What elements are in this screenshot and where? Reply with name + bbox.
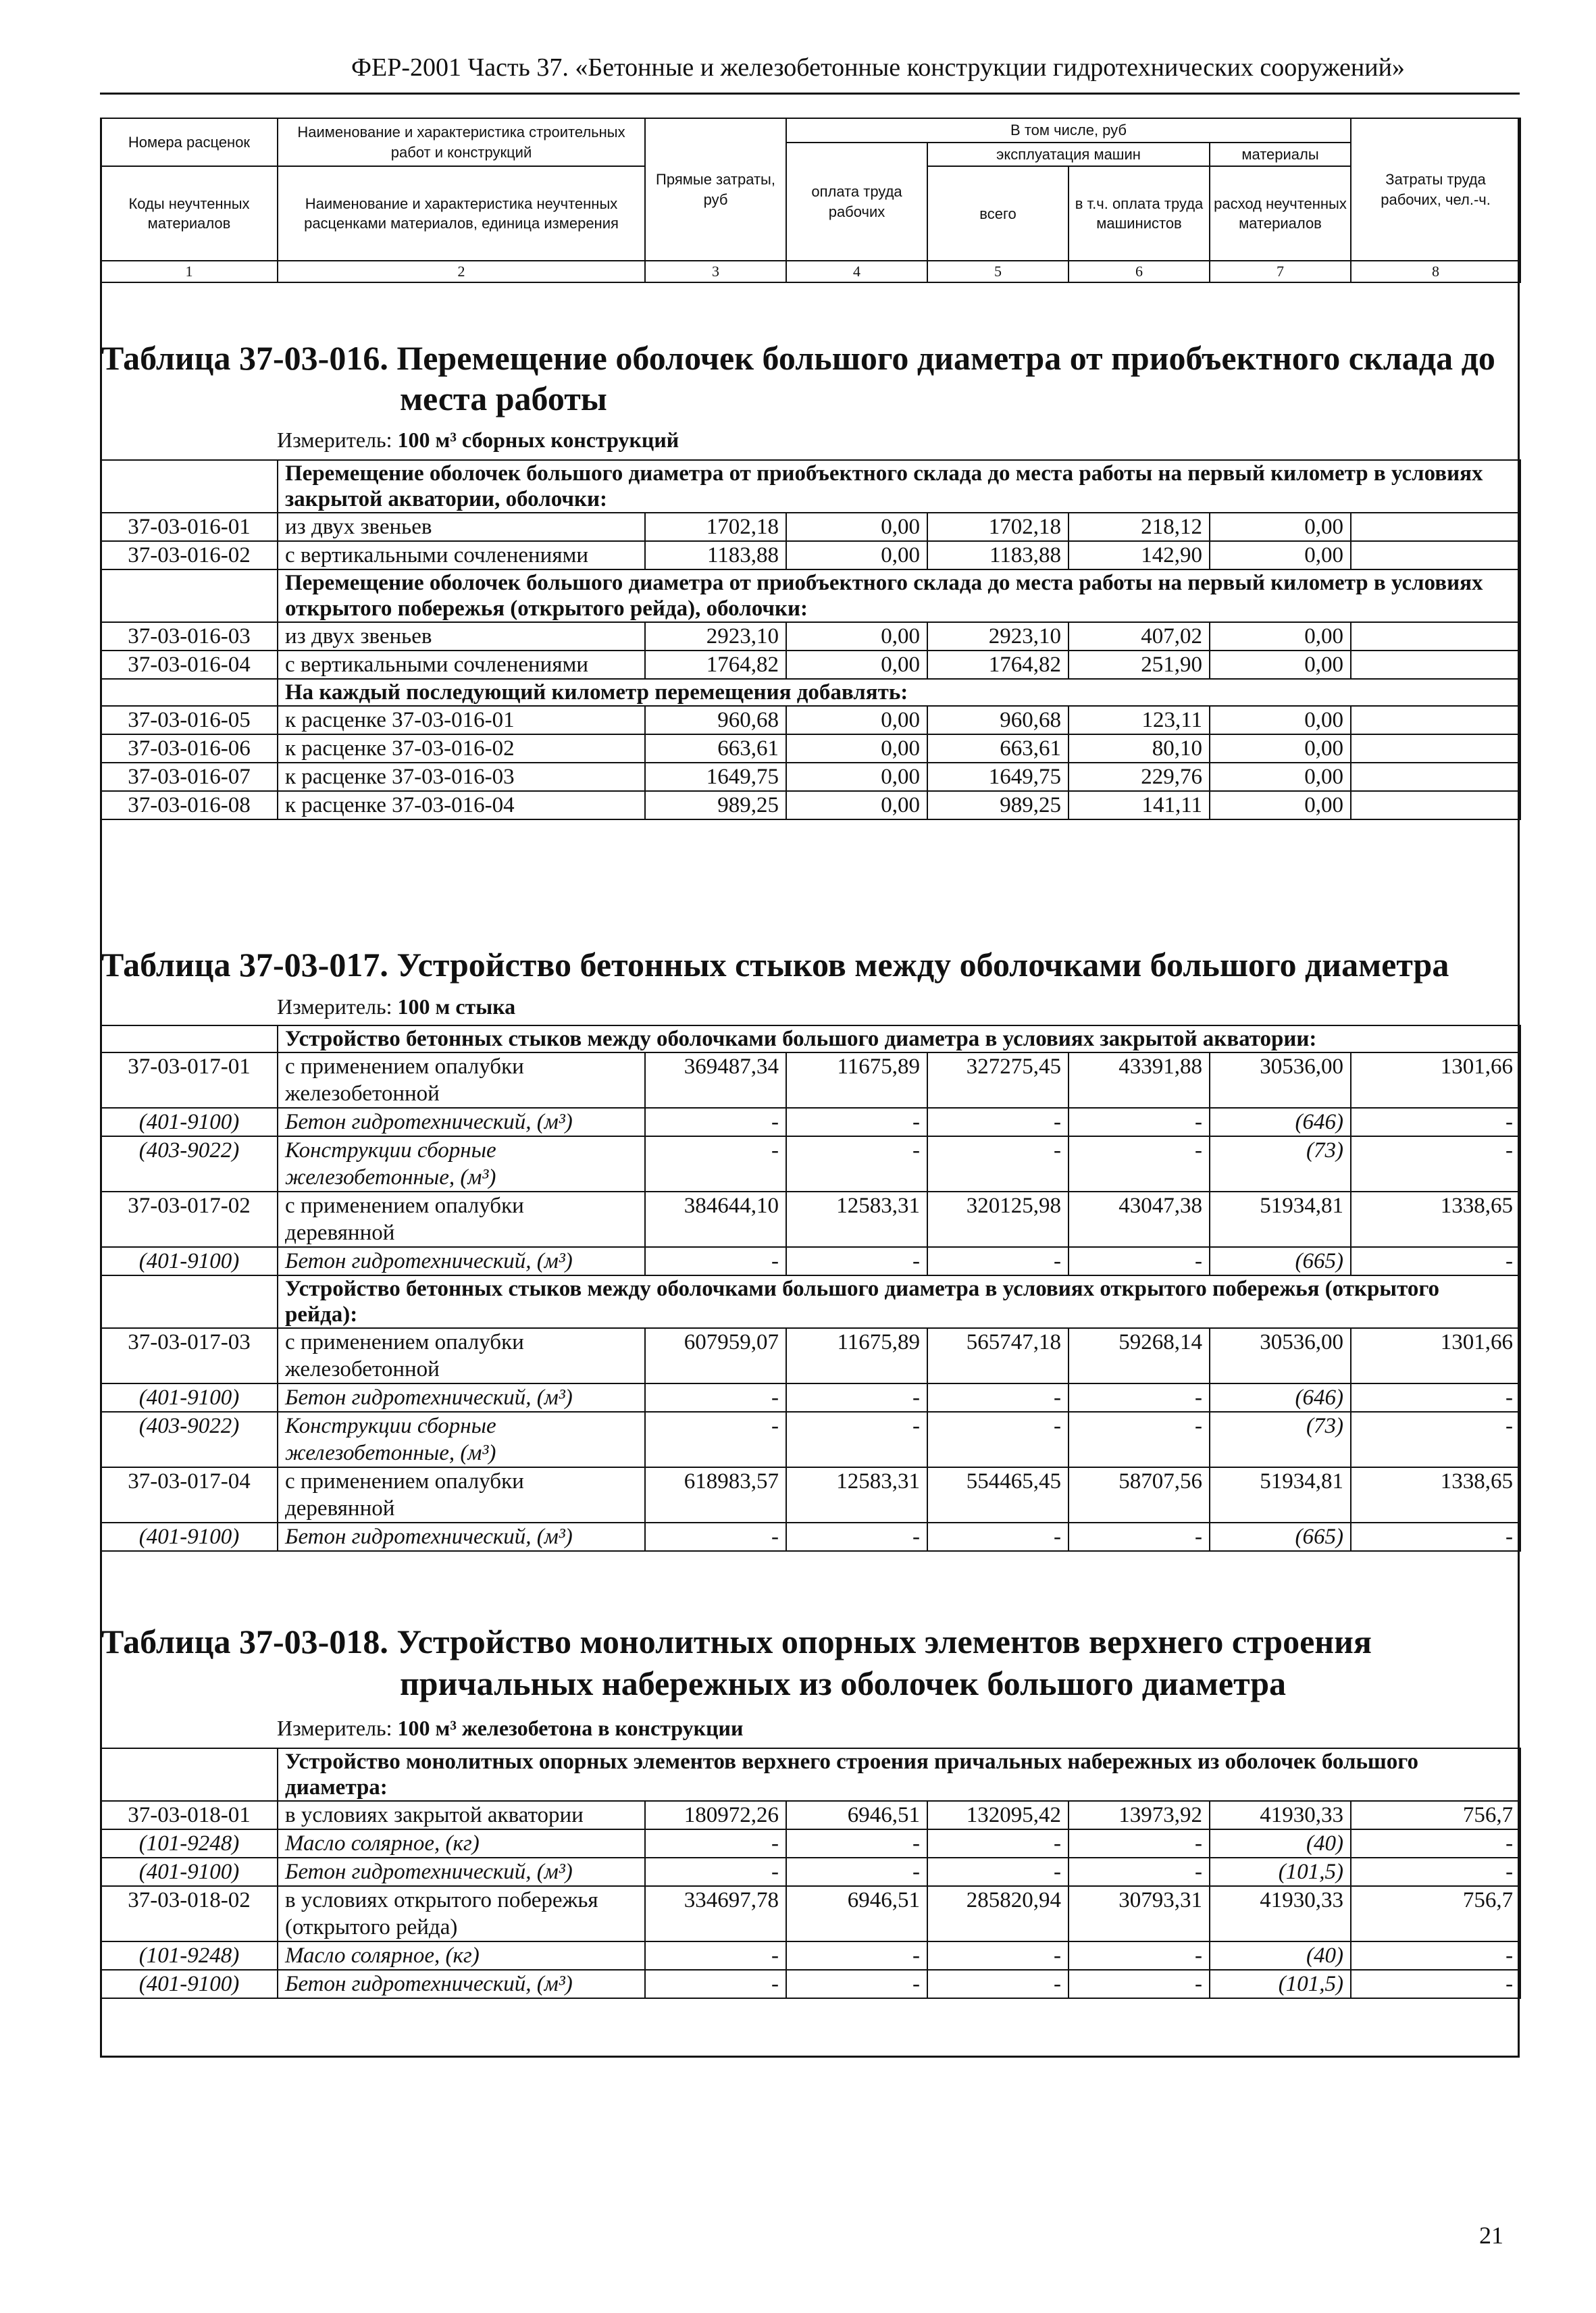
col-num: 3 — [645, 261, 786, 282]
group-heading: Устройство бетонных стыков между оболочками большого диаметра в условиях открытого побережья (открытого рейда): — [278, 1275, 1520, 1328]
machinists-wages: 13973,92 — [1069, 1801, 1210, 1829]
machinists-wages: 407,02 — [1069, 622, 1210, 651]
empty-value: - — [645, 1941, 786, 1970]
empty-value: - — [927, 1858, 1069, 1886]
material-name: Бетон гидротехнический, (м³) — [278, 1247, 645, 1275]
empty-value: - — [1069, 1412, 1210, 1467]
materials: 51934,81 — [1210, 1192, 1351, 1247]
rate-code: 37-03-018-01 — [101, 1801, 278, 1829]
labor-costs — [1351, 622, 1520, 651]
resource-row — [101, 1829, 1520, 1858]
direct-costs: 369487,34 — [645, 1052, 786, 1108]
material-name: Бетон гидротехнический, (м³) — [278, 1383, 645, 1412]
labor-costs — [1351, 541, 1520, 569]
table-row — [101, 513, 1520, 541]
empty-value: - — [786, 1970, 927, 1998]
materials: 0,00 — [1210, 622, 1351, 651]
group-row — [101, 1025, 1520, 1052]
machines-total: 565747,18 — [927, 1328, 1069, 1383]
group-heading: Устройство бетонных стыков между оболочками большого диаметра в условиях закрытой акватории: — [278, 1025, 1520, 1052]
machinists-wages: 229,76 — [1069, 763, 1210, 791]
empty-value: - — [1069, 1247, 1210, 1275]
resource-row — [101, 1136, 1520, 1192]
col-num: 6 — [1069, 261, 1210, 282]
direct-costs: 989,25 — [645, 791, 786, 819]
rate-code: 37-03-016-03 — [101, 622, 278, 651]
rate-name: в условиях закрытой акватории — [278, 1801, 645, 1829]
rate-code: 37-03-018-02 — [101, 1886, 278, 1941]
col-num: 8 — [1351, 261, 1520, 282]
rate-code: 37-03-016-01 — [101, 513, 278, 541]
wages: 0,00 — [786, 651, 927, 679]
col-header-unaccounted: расход неучтенных материалов — [1210, 166, 1351, 261]
group-row — [101, 679, 1520, 706]
labor-costs — [1351, 763, 1520, 791]
empty-value: - — [645, 1247, 786, 1275]
empty-value: - — [1069, 1829, 1210, 1858]
materials: 51934,81 — [1210, 1467, 1351, 1523]
machines-total: 1649,75 — [927, 763, 1069, 791]
group-spacer — [101, 679, 278, 706]
rate-code: 37-03-017-02 — [101, 1192, 278, 1247]
col-header-machines-total: всего — [927, 166, 1069, 261]
material-name: Конструкции сборные железобетонные, (м³) — [278, 1136, 645, 1192]
rate-name: с применением опалубки железобетонной — [278, 1052, 645, 1108]
wages: 6946,51 — [786, 1801, 927, 1829]
group-spacer — [101, 460, 278, 513]
table-row — [101, 1801, 1520, 1829]
group-heading: Перемещение оболочек большого диаметра от приобъектного склада до места работы на первый километр в условиях закрытой акватории, оболочки: — [278, 460, 1520, 513]
empty-value: - — [786, 1941, 927, 1970]
machines-total: 327275,45 — [927, 1052, 1069, 1108]
page-number: 21 — [1479, 2222, 1503, 2249]
resource-row — [101, 1858, 1520, 1886]
machines-total: 320125,98 — [927, 1192, 1069, 1247]
empty-value: - — [786, 1247, 927, 1275]
empty-value: - — [645, 1829, 786, 1858]
col-header-materials: материалы — [1210, 143, 1351, 167]
empty-value: - — [645, 1383, 786, 1412]
wages: 0,00 — [786, 763, 927, 791]
machinists-wages: 218,12 — [1069, 513, 1210, 541]
resource-row — [101, 1108, 1520, 1136]
empty-value: - — [1069, 1970, 1210, 1998]
machines-total: 663,61 — [927, 734, 1069, 763]
empty-value: - — [1351, 1383, 1520, 1412]
material-code: (401-9100) — [101, 1108, 278, 1136]
group-row — [101, 1748, 1520, 1801]
direct-costs: 607959,07 — [645, 1328, 786, 1383]
empty-value: - — [1351, 1941, 1520, 1970]
machinists-wages: 251,90 — [1069, 651, 1210, 679]
group-row — [101, 460, 1520, 513]
materials: 0,00 — [1210, 734, 1351, 763]
col-num: 4 — [786, 261, 927, 282]
group-row — [101, 1275, 1520, 1328]
material-quantity: (665) — [1210, 1523, 1351, 1551]
rate-code: 37-03-016-02 — [101, 541, 278, 569]
rate-name: к расценке 37-03-016-04 — [278, 791, 645, 819]
machinists-wages: 58707,56 — [1069, 1467, 1210, 1523]
direct-costs: 180972,26 — [645, 1801, 786, 1829]
empty-value: - — [1351, 1136, 1520, 1192]
machines-total: 989,25 — [927, 791, 1069, 819]
machines-total: 1183,88 — [927, 541, 1069, 569]
wages: 0,00 — [786, 513, 927, 541]
group-heading: Устройство монолитных опорных элементов верхнего строения причальных набережных из оболочек большого диаметра: — [278, 1748, 1520, 1801]
empty-value: - — [1351, 1829, 1520, 1858]
table-017-meter: Измеритель: 100 м стыка — [277, 994, 516, 1019]
empty-value: - — [1351, 1247, 1520, 1275]
materials: 0,00 — [1210, 541, 1351, 569]
direct-costs: 663,61 — [645, 734, 786, 763]
wages: 11675,89 — [786, 1328, 927, 1383]
empty-value: - — [645, 1858, 786, 1886]
materials: 30536,00 — [1210, 1328, 1351, 1383]
col-num: 7 — [1210, 261, 1351, 282]
col-header-direct-costs: Прямые затраты, руб — [645, 118, 786, 261]
group-spacer — [101, 1748, 278, 1801]
table-row — [101, 791, 1520, 819]
materials: 41930,33 — [1210, 1801, 1351, 1829]
material-name: Бетон гидротехнический, (м³) — [278, 1858, 645, 1886]
rate-name: с применением опалубки железобетонной — [278, 1328, 645, 1383]
col-header-machines: эксплуатация машин — [927, 143, 1210, 167]
materials: 30536,00 — [1210, 1052, 1351, 1108]
rate-name: с вертикальными сочленениями — [278, 651, 645, 679]
empty-value: - — [786, 1136, 927, 1192]
table-row — [101, 541, 1520, 569]
col-num: 2 — [278, 261, 645, 282]
wages: 12583,31 — [786, 1192, 927, 1247]
material-quantity: (40) — [1210, 1941, 1351, 1970]
empty-value: - — [645, 1136, 786, 1192]
empty-value: - — [786, 1829, 927, 1858]
material-quantity: (73) — [1210, 1412, 1351, 1467]
material-quantity: (40) — [1210, 1829, 1351, 1858]
direct-costs: 334697,78 — [645, 1886, 786, 1941]
rate-name: с применением опалубки деревянной — [278, 1467, 645, 1523]
materials: 0,00 — [1210, 791, 1351, 819]
rate-code: 37-03-017-04 — [101, 1467, 278, 1523]
empty-value: - — [1351, 1970, 1520, 1998]
table-017-title: Таблица 37-03-017. Устройство бетонных стыков между оболочками большого диаметра — [101, 946, 1449, 984]
material-code: (401-9100) — [101, 1247, 278, 1275]
table-018-title-cont: причальных набережных из оболочек большого диаметра — [400, 1664, 1287, 1702]
labor-costs: 1301,66 — [1351, 1328, 1520, 1383]
col-num: 5 — [927, 261, 1069, 282]
t016-grid — [100, 459, 1521, 820]
empty-value: - — [645, 1108, 786, 1136]
empty-value: - — [1069, 1108, 1210, 1136]
table-016-title-cont: места работы — [400, 380, 607, 417]
machinists-wages: 43391,88 — [1069, 1052, 1210, 1108]
empty-value: - — [927, 1247, 1069, 1275]
empty-value: - — [1351, 1412, 1520, 1467]
material-quantity: (73) — [1210, 1136, 1351, 1192]
col-header-codes-top: Номера расценок — [101, 118, 278, 166]
machines-total: 132095,42 — [927, 1801, 1069, 1829]
labor-costs: 1338,65 — [1351, 1192, 1520, 1247]
empty-value: - — [786, 1383, 927, 1412]
table-016-title: Таблица 37-03-016. Перемещение оболочек большого диаметра от приобъектного склада до — [101, 339, 1495, 377]
t017-grid — [100, 1025, 1521, 1552]
material-quantity: (646) — [1210, 1108, 1351, 1136]
direct-costs: 384644,10 — [645, 1192, 786, 1247]
empty-value: - — [1069, 1858, 1210, 1886]
column-header-table — [100, 118, 1521, 283]
wages: 0,00 — [786, 706, 927, 734]
material-name: Бетон гидротехнический, (м³) — [278, 1108, 645, 1136]
machinists-wages: 30793,31 — [1069, 1886, 1210, 1941]
col-header-codes-bottom: Коды неучтенных материалов — [101, 166, 278, 261]
empty-value: - — [1351, 1858, 1520, 1886]
machinists-wages: 123,11 — [1069, 706, 1210, 734]
material-name: Масло солярное, (кг) — [278, 1941, 645, 1970]
col-num: 1 — [101, 261, 278, 282]
material-quantity: (101,5) — [1210, 1858, 1351, 1886]
rate-code: 37-03-016-06 — [101, 734, 278, 763]
empty-value: - — [927, 1136, 1069, 1192]
group-heading: На каждый последующий километр перемещения добавлять: — [278, 679, 1520, 706]
materials: 0,00 — [1210, 763, 1351, 791]
direct-costs: 618983,57 — [645, 1467, 786, 1523]
material-name: Бетон гидротехнический, (м³) — [278, 1523, 645, 1551]
table-row — [101, 651, 1520, 679]
empty-value: - — [1351, 1108, 1520, 1136]
table-row — [101, 1886, 1520, 1941]
rate-name: к расценке 37-03-016-01 — [278, 706, 645, 734]
empty-value: - — [1069, 1941, 1210, 1970]
machinists-wages: 80,10 — [1069, 734, 1210, 763]
labor-costs: 756,7 — [1351, 1801, 1520, 1829]
empty-value: - — [927, 1412, 1069, 1467]
labor-costs — [1351, 513, 1520, 541]
direct-costs: 2923,10 — [645, 622, 786, 651]
machines-total: 285820,94 — [927, 1886, 1069, 1941]
materials: 0,00 — [1210, 513, 1351, 541]
rate-code: 37-03-016-08 — [101, 791, 278, 819]
empty-value: - — [1351, 1523, 1520, 1551]
empty-value: - — [786, 1858, 927, 1886]
table-row — [101, 622, 1520, 651]
machinists-wages: 59268,14 — [1069, 1328, 1210, 1383]
direct-costs: 1764,82 — [645, 651, 786, 679]
col-header-names-top: Наименование и характеристика строительных работ и конструкций — [278, 118, 645, 166]
labor-costs: 1301,66 — [1351, 1052, 1520, 1108]
wages: 6946,51 — [786, 1886, 927, 1941]
machines-total: 2923,10 — [927, 622, 1069, 651]
material-quantity: (101,5) — [1210, 1970, 1351, 1998]
material-code: (403-9022) — [101, 1412, 278, 1467]
rate-name: в условиях открытого побережья (открытого рейда) — [278, 1886, 645, 1941]
wages: 0,00 — [786, 541, 927, 569]
empty-value: - — [927, 1523, 1069, 1551]
col-header-including: В том числе, руб — [786, 118, 1351, 143]
empty-value: - — [786, 1108, 927, 1136]
resource-row — [101, 1970, 1520, 1998]
table-018-meter: Измеритель: 100 м³ железобетона в конструкции — [277, 1716, 744, 1740]
wages: 12583,31 — [786, 1467, 927, 1523]
material-quantity: (646) — [1210, 1383, 1351, 1412]
material-name: Конструкции сборные железобетонные, (м³) — [278, 1412, 645, 1467]
material-code: (101-9248) — [101, 1941, 278, 1970]
empty-value: - — [927, 1383, 1069, 1412]
group-spacer — [101, 1275, 278, 1328]
labor-costs — [1351, 706, 1520, 734]
empty-value: - — [927, 1108, 1069, 1136]
empty-value: - — [645, 1970, 786, 1998]
machinists-wages: 43047,38 — [1069, 1192, 1210, 1247]
table-018-title: Таблица 37-03-018. Устройство монолитных опорных элементов верхнего строения — [101, 1623, 1372, 1660]
table-row — [101, 1192, 1520, 1247]
direct-costs: 1649,75 — [645, 763, 786, 791]
rate-code: 37-03-017-01 — [101, 1052, 278, 1108]
labor-costs — [1351, 791, 1520, 819]
rate-code: 37-03-016-07 — [101, 763, 278, 791]
direct-costs: 1183,88 — [645, 541, 786, 569]
resource-row — [101, 1247, 1520, 1275]
material-quantity: (665) — [1210, 1247, 1351, 1275]
wages: 11675,89 — [786, 1052, 927, 1108]
material-code: (401-9100) — [101, 1523, 278, 1551]
rate-name: из двух звеньев — [278, 622, 645, 651]
labor-costs — [1351, 734, 1520, 763]
machines-total: 554465,45 — [927, 1467, 1069, 1523]
rate-code: 37-03-017-03 — [101, 1328, 278, 1383]
empty-value: - — [786, 1412, 927, 1467]
rate-code: 37-03-016-05 — [101, 706, 278, 734]
table-row — [101, 763, 1520, 791]
rate-name: к расценке 37-03-016-02 — [278, 734, 645, 763]
wages: 0,00 — [786, 734, 927, 763]
machines-total: 960,68 — [927, 706, 1069, 734]
material-code: (401-9100) — [101, 1970, 278, 1998]
table-row — [101, 734, 1520, 763]
resource-row — [101, 1383, 1520, 1412]
rate-code: 37-03-016-04 — [101, 651, 278, 679]
group-spacer — [101, 1025, 278, 1052]
empty-value: - — [1069, 1523, 1210, 1551]
material-code: (403-9022) — [101, 1136, 278, 1192]
resource-row — [101, 1412, 1520, 1467]
table-row — [101, 706, 1520, 734]
group-row — [101, 569, 1520, 622]
table-row — [101, 1052, 1520, 1108]
t018-grid — [100, 1748, 1521, 1999]
materials: 0,00 — [1210, 651, 1351, 679]
rate-name: с применением опалубки деревянной — [278, 1192, 645, 1247]
col-header-names-bottom: Наименование и характеристика неучтенных расценками материалов, единица измерения — [278, 166, 645, 261]
table-row — [101, 1328, 1520, 1383]
material-code: (101-9248) — [101, 1829, 278, 1858]
resource-row — [101, 1523, 1520, 1551]
machines-total: 1764,82 — [927, 651, 1069, 679]
header-rule — [100, 93, 1520, 95]
rate-name: из двух звеньев — [278, 513, 645, 541]
wages: 0,00 — [786, 791, 927, 819]
material-code: (401-9100) — [101, 1383, 278, 1412]
empty-value: - — [1069, 1383, 1210, 1412]
empty-value: - — [645, 1523, 786, 1551]
empty-value: - — [786, 1523, 927, 1551]
materials: 41930,33 — [1210, 1886, 1351, 1941]
material-code: (401-9100) — [101, 1858, 278, 1886]
labor-costs: 756,7 — [1351, 1886, 1520, 1941]
empty-value: - — [927, 1829, 1069, 1858]
machinists-wages: 141,11 — [1069, 791, 1210, 819]
materials: 0,00 — [1210, 706, 1351, 734]
empty-value: - — [927, 1941, 1069, 1970]
labor-costs — [1351, 651, 1520, 679]
col-header-machinists: в т.ч. оплата труда машинистов — [1069, 166, 1210, 261]
direct-costs: 960,68 — [645, 706, 786, 734]
page-header: ФЕР-2001 Часть 37. «Бетонные и железобетонные конструкции гидротехнических сооружений» — [351, 53, 1405, 82]
resource-row — [101, 1941, 1520, 1970]
machinists-wages: 142,90 — [1069, 541, 1210, 569]
group-heading: Перемещение оболочек большого диаметра от приобъектного склада до места работы на первый километр в условиях открытого побережья (открытого рейда), оболочки: — [278, 569, 1520, 622]
material-name: Бетон гидротехнический, (м³) — [278, 1970, 645, 1998]
empty-value: - — [645, 1412, 786, 1467]
wages: 0,00 — [786, 622, 927, 651]
material-name: Масло солярное, (кг) — [278, 1829, 645, 1858]
rate-name: к расценке 37-03-016-03 — [278, 763, 645, 791]
empty-value: - — [1069, 1136, 1210, 1192]
group-spacer — [101, 569, 278, 622]
labor-costs: 1338,65 — [1351, 1467, 1520, 1523]
machines-total: 1702,18 — [927, 513, 1069, 541]
empty-value: - — [927, 1970, 1069, 1998]
table-row — [101, 1467, 1520, 1523]
rate-name: с вертикальными сочленениями — [278, 541, 645, 569]
col-header-labor: Затраты труда рабочих, чел.-ч. — [1351, 118, 1520, 261]
direct-costs: 1702,18 — [645, 513, 786, 541]
table-016-meter: Измеритель: 100 м³ сборных конструкций — [277, 428, 679, 452]
col-header-wages: оплата труда рабочих — [786, 143, 927, 261]
